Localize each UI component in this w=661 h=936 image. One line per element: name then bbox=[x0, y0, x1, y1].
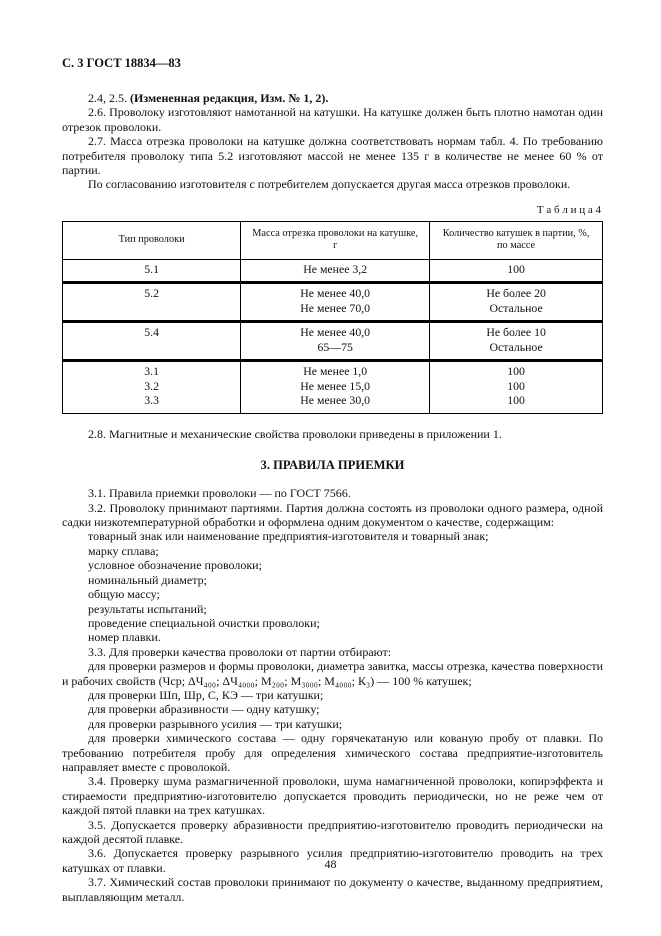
list-item: для проверки размеров и формы проволоки, диаметра завитка, массы отрезка, качества поверхности и рабочих свойств (Чср; ΔЧ₄₀₀; ΔЧ₄₀₀₀; М₂₀₀; М₃₀₀₀; М₄₀₀₀; К₃) — 100 % катушек; bbox=[62, 659, 603, 688]
paragraph-3-6: 3.6. Допускается проверку разрывного усилия предприятию-изготовителю проводить на трех катушках от плавки. bbox=[62, 846, 603, 875]
list-item: марку сплава; bbox=[88, 543, 159, 558]
table-row-group bbox=[63, 361, 603, 414]
cell-line: Не менее 3,2 bbox=[303, 261, 368, 276]
cell-line: Остальное bbox=[489, 300, 543, 315]
mass-table bbox=[62, 221, 603, 414]
cell-line: 3.1 bbox=[144, 364, 159, 379]
section-heading: 3. ПРАВИЛА ПРИЕМКИ bbox=[260, 458, 405, 473]
paragraph-3-2: 3.2. Проволоку принимают партиями. Партия должна состоять из проволоки одного размера, одной садки низкотемпературной обработки и оформлена одним документом о качестве, содержащим: bbox=[62, 500, 603, 530]
table-cell bbox=[63, 361, 241, 414]
table-cell bbox=[63, 322, 241, 361]
table-row-group bbox=[63, 259, 603, 283]
page-number: 48 bbox=[324, 857, 337, 871]
table-row-group bbox=[63, 283, 603, 322]
table-cell bbox=[241, 283, 430, 322]
list-item: для проверки абразивности — одну катушку; bbox=[88, 702, 320, 717]
table-cell bbox=[430, 259, 603, 283]
paragraph-2-6: 2.6. Проволоку изготовляют намотанной на катушки. На катушке должен быть плотно намотан один отрезок проволоки. bbox=[62, 105, 603, 134]
list-item: для проверки разрывного усилия — три катушки; bbox=[88, 716, 343, 731]
cell-line: 5.2 bbox=[144, 286, 159, 301]
table-cell bbox=[63, 259, 241, 283]
table-cell bbox=[63, 283, 241, 322]
list-item: результаты испытаний; bbox=[88, 601, 207, 616]
cell-line: 3.3 bbox=[144, 393, 159, 408]
table-cell bbox=[430, 361, 603, 414]
cell-line: Не менее 1,0 bbox=[303, 364, 368, 379]
cell-line: 65—75 bbox=[317, 339, 353, 354]
paragraph-3-5: 3.5. Допускается проверку абразивности предприятию-изготовителю проводить периодически на каждой десятой плавке. bbox=[62, 817, 603, 846]
table-row-group bbox=[63, 322, 603, 361]
cell-line: Остальное bbox=[489, 339, 543, 354]
col-header-wire-type: Тип проволоки bbox=[63, 221, 241, 259]
col-header-spool-quantity: Количество катушек в партии, %, по массе bbox=[430, 221, 603, 259]
cell-line: Не менее 15,0 bbox=[300, 378, 371, 393]
cell-line: 5.4 bbox=[144, 325, 159, 340]
cell-line: 100 bbox=[507, 378, 525, 393]
col-header-segment-mass: Масса отрезка проволоки на катушке, г bbox=[241, 221, 430, 259]
cell-line: 100 bbox=[507, 393, 525, 408]
page-header: С. 3 ГОСТ 18834—83 bbox=[62, 56, 181, 70]
paragraph-3-7: 3.7. Химический состав проволоки принимают по документу о качестве, выданному предприятием, выплавляющим металл. bbox=[62, 875, 603, 904]
cell-line: Не более 10 bbox=[486, 325, 546, 340]
table-cell bbox=[430, 283, 603, 322]
list-item: общую массу; bbox=[88, 587, 160, 602]
list-item: номер плавки. bbox=[88, 630, 161, 645]
paragraph-3-3: 3.3. Для проверки качества проволоки от партии отбирают: bbox=[88, 644, 392, 659]
paragraph-3-1: 3.1. Правила приемки проволоки — по ГОСТ 7566. bbox=[88, 486, 351, 501]
list-item: номинальный диаметр; bbox=[88, 572, 207, 587]
amendment-note: (Измененная редакция, Изм. № 1, 2). bbox=[130, 91, 329, 105]
cell-line: 5.1 bbox=[144, 261, 159, 276]
cell-line: Не менее 40,0 bbox=[300, 325, 371, 340]
paragraph-agreement: По согласованию изготовителя с потребителем допускается другая масса отрезков проволоки. bbox=[88, 177, 571, 192]
table-cell bbox=[241, 322, 430, 361]
list-item: для проверки Шп, Шр, С, КЭ — три катушки; bbox=[88, 687, 324, 702]
table-cell bbox=[241, 361, 430, 414]
paragraph-3-4: 3.4. Проверку шума размагниченной проволоки, шума намагниченной проволоки, копирэффекта и стираемости предприятию-изготовителю допускается проводить периодически, но не реже чем от каждой пятой плавки на трех катушках. bbox=[62, 774, 603, 818]
table-cell bbox=[430, 322, 603, 361]
table-header-row bbox=[63, 221, 603, 259]
table-cell bbox=[241, 259, 430, 283]
table-label: Т а б л и ц а 4 bbox=[536, 203, 601, 216]
cell-line: Не менее 40,0 bbox=[300, 286, 371, 301]
cell-line: Не менее 70,0 bbox=[300, 300, 371, 315]
list-item: товарный знак или наименование предприятия-изготовителя и товарный знак; bbox=[88, 529, 489, 544]
paragraph-2-4 bbox=[62, 91, 603, 105]
list-item: условное обозначение проволоки; bbox=[88, 558, 262, 573]
paragraph-2-7: 2.7. Масса отрезка проволоки на катушке должна соответствовать нормам табл. 4. По требованию потребителя проволоку типа 5.2 изготовляют массой не менее 135 г в количестве не менее 60 % от партии. bbox=[62, 134, 603, 178]
clause-number: 2.4, 2.5. bbox=[88, 91, 130, 105]
paragraph-2-8: 2.8. Магнитные и механические свойства проволоки приведены в приложении 1. bbox=[88, 426, 502, 441]
cell-line: 100 bbox=[507, 261, 525, 276]
cell-line: 100 bbox=[507, 364, 525, 379]
cell-line: Не менее 30,0 bbox=[300, 393, 371, 408]
list-item: проведение специальной очистки проволоки; bbox=[88, 615, 320, 630]
cell-line: 3.2 bbox=[144, 378, 159, 393]
cell-line: Не более 20 bbox=[486, 286, 546, 301]
list-item: для проверки химического состава — одну горячекатаную или кованую пробу от плавки. По требованию потребителя пробу для определения химического состава предприятие-изготовитель направляет вместе с проволокой. bbox=[62, 731, 603, 774]
